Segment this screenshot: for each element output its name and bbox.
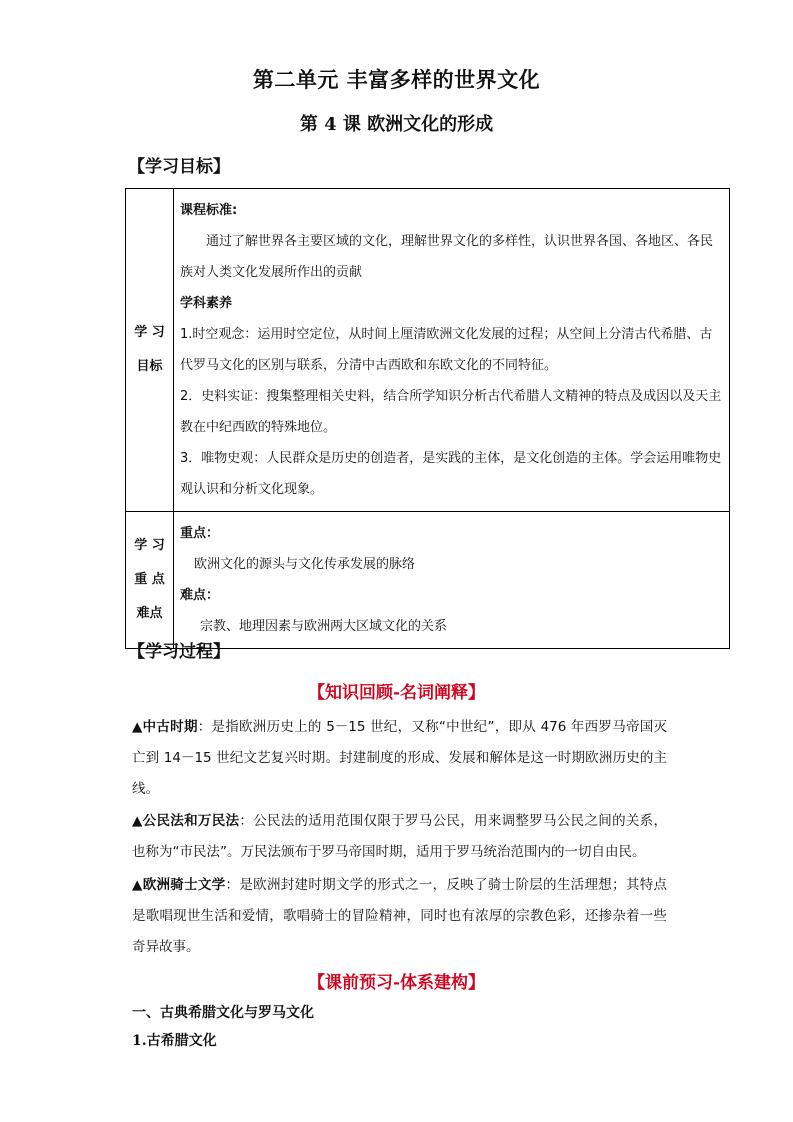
process-section-heading: 【学习过程】: [128, 642, 230, 662]
literacy-heading: 学科素养: [180, 296, 233, 311]
term-text: ：是指欧洲历史上的 5－15 世纪，又称“中世纪”，即从 476 年西罗马帝国灭亡到 14－15 世纪文艺复兴时期。封建制度的形成、发展和解体是这一时期欧洲历史的主线。: [132, 719, 668, 797]
literacy-item-3: 3．唯物史观：人民群众是历史的创造者，是实践的主体，是文化创造的主体。学会运用唯物史观认识和分析文化现象。: [180, 451, 722, 497]
keypoints-row: [126, 511, 729, 648]
unit-title: 第二单元 丰富多样的世界文化: [252, 67, 541, 92]
literacy-item-2: 2．史料实证：搜集整理相关史料，结合所学知识分析古代希腊人文精神的特点及成因以及天主教在中纪西欧的特殊地位。: [180, 389, 722, 435]
term-name: ▲中古时期: [132, 719, 198, 735]
label-line: 学 习: [134, 325, 165, 340]
term-name: ▲公民法和万民法: [132, 813, 240, 829]
label-line: 重 点: [134, 572, 165, 587]
keypoints-row-content: [174, 512, 729, 648]
outline-heading-2: 1.古希腊文化: [132, 1033, 217, 1049]
keypoints-row-label: [126, 512, 174, 648]
literacy-item-1: 1.时空观念：运用时空定位，从时间上厘清欧洲文化发展的过程；从空间上分清古代希腊、古代罗马文化的区别与联系，分清中古西欧和东欧文化的不同特征。: [180, 327, 713, 373]
term-text: ：公民法的适用范围仅限于罗马公民，用来调整罗马公民之间的关系，也称为“市民法”。万民法颁布于罗马帝国时期，适用于罗马统治范围内的一切自由民。: [132, 813, 667, 860]
difficulty-text: 宗教、地理因素与欧洲两大区域文化的关系: [200, 619, 448, 634]
term-paragraph: [132, 712, 667, 805]
key-heading: 重点：: [180, 526, 220, 541]
goals-row-label: [126, 189, 174, 511]
goals-row-content: [174, 189, 729, 511]
term-paragraph: [132, 806, 667, 868]
term-name: ▲欧洲骑士文学: [132, 877, 226, 893]
outline-heading-1: 一、古典希腊文化与罗马文化: [132, 1005, 314, 1021]
key-text: 欧洲文化的源头与文化传承发展的脉络: [194, 557, 416, 572]
goals-row: [126, 189, 729, 511]
label-line: 难点: [136, 606, 163, 621]
standard-text: 通过了解世界各主要区域的文化，理解世界文化的多样性，认识世界各国、各地区、各民族对人类文化发展所作出的贡献: [180, 234, 714, 280]
goals-section-heading: 【学习目标】: [128, 157, 230, 177]
label-line: 目标: [136, 359, 163, 374]
term-text: ：是欧洲封建时期文学的形式之一，反映了骑士阶层的生活理想；其特点是歌唱现世生活和爱情，歌唱骑士的冒险精神，同时也有浓厚的宗教色彩，还掺杂着一些奇异故事。: [132, 877, 668, 955]
lesson-title: 第 4 课 欧洲文化的形成: [299, 114, 494, 135]
difficulty-heading: 难点：: [180, 588, 220, 603]
term-paragraph: [132, 870, 667, 963]
label-line: 学 习: [134, 538, 165, 553]
preview-heading: 【课前预习-体系建构】: [307, 973, 486, 993]
review-heading: 【知识回顾-名词阐释】: [307, 683, 486, 703]
goals-table: [125, 188, 730, 649]
standard-heading: 课程标准:: [180, 203, 238, 218]
